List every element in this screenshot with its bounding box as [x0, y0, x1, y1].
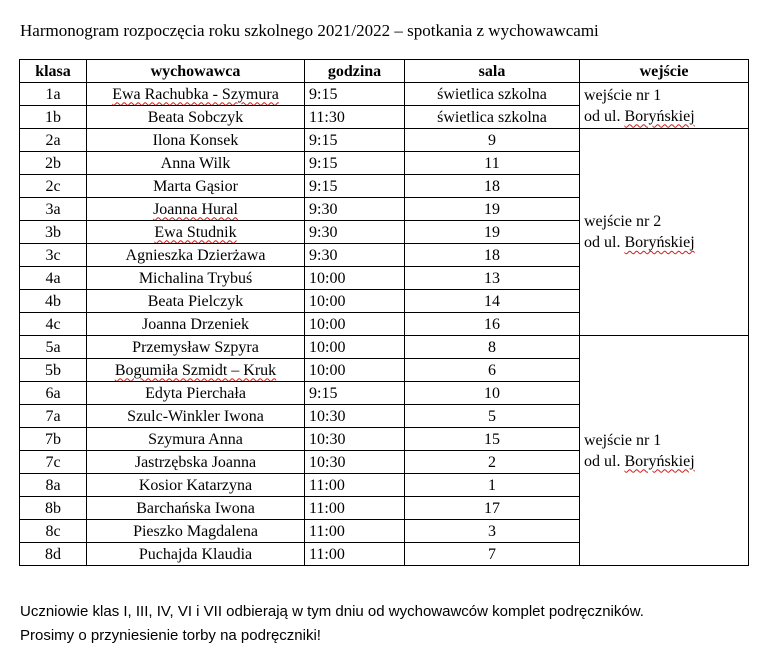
- entrance-cell: [580, 83, 749, 129]
- header-wychowawca: wychowawca: [87, 60, 305, 83]
- wychowawca-cell: Kosior Katarzyna: [87, 474, 305, 497]
- godzina-cell: 11:00: [305, 497, 405, 520]
- klasa-cell: 6a: [20, 382, 87, 405]
- sala-cell: 6: [405, 359, 580, 382]
- schedule-table: [19, 59, 749, 566]
- godzina-cell: 9:15: [305, 175, 405, 198]
- sala-cell: 9: [405, 129, 580, 152]
- header-godzina: godzina: [305, 60, 405, 83]
- wychowawca-cell: Anna Wilk: [87, 152, 305, 175]
- entrance-cell: [580, 336, 749, 566]
- godzina-cell: 10:00: [305, 336, 405, 359]
- klasa-cell: 5a: [20, 336, 87, 359]
- note-textbooks: Uczniowie klas I, III, IV, VI i VII odbierają w tym dniu od wychowawców komplet podręczników.: [20, 603, 644, 620]
- klasa-cell: 8d: [20, 543, 87, 566]
- godzina-cell: 9:15: [305, 83, 405, 106]
- wychowawca-cell: Joanna Drzeniek: [87, 313, 305, 336]
- sala-cell: 18: [405, 175, 580, 198]
- wychowawca-cell: Ilona Konsek: [87, 129, 305, 152]
- sala-cell: 18: [405, 244, 580, 267]
- godzina-cell: 11:00: [305, 520, 405, 543]
- entrance-number: wejście nr 1: [584, 431, 662, 449]
- klasa-cell: 3b: [20, 221, 87, 244]
- klasa-cell: 1a: [20, 83, 87, 106]
- klasa-cell: 1b: [20, 106, 87, 129]
- wychowawca-cell: Agnieszka Dzierżawa: [87, 244, 305, 267]
- entrance-street: [584, 106, 744, 127]
- wychowawca-cell: Przemysław Szpyra: [87, 336, 305, 359]
- godzina-cell: 9:15: [305, 152, 405, 175]
- sala-cell: 8: [405, 336, 580, 359]
- klasa-cell: 8b: [20, 497, 87, 520]
- klasa-cell: 2c: [20, 175, 87, 198]
- klasa-cell: 2b: [20, 152, 87, 175]
- klasa-cell: 8c: [20, 520, 87, 543]
- klasa-cell: 7c: [20, 451, 87, 474]
- wychowawca-name: Ewa Rachubka - Szymura: [112, 85, 279, 103]
- sala-cell: 10: [405, 382, 580, 405]
- sala-cell: świetlica szkolna: [405, 106, 580, 129]
- sala-cell: świetlica szkolna: [405, 83, 580, 106]
- godzina-cell: 10:30: [305, 451, 405, 474]
- wychowawca-cell: Beata Sobczyk: [87, 106, 305, 129]
- entrance-street: [584, 451, 744, 472]
- klasa-cell: 4b: [20, 290, 87, 313]
- wychowawca-cell: [87, 83, 305, 106]
- wychowawca-cell: [87, 359, 305, 382]
- sala-cell: 2: [405, 451, 580, 474]
- entrance-number: wejście nr 2: [584, 213, 662, 230]
- sala-cell: 16: [405, 313, 580, 336]
- entrance-street: [584, 232, 744, 253]
- godzina-cell: 9:30: [305, 198, 405, 221]
- sala-cell: 11: [405, 152, 580, 175]
- wychowawca-cell: Szymura Anna: [87, 428, 305, 451]
- wychowawca-cell: [87, 198, 305, 221]
- sala-cell: 7: [405, 543, 580, 566]
- wychowawca-name: Ewa Studnik: [154, 223, 237, 241]
- klasa-cell: 5b: [20, 359, 87, 382]
- table-header-row: [20, 60, 749, 83]
- wychowawca-cell: [87, 221, 305, 244]
- sala-cell: 5: [405, 405, 580, 428]
- godzina-cell: 11:00: [305, 543, 405, 566]
- sala-cell: 14: [405, 290, 580, 313]
- godzina-cell: 10:00: [305, 290, 405, 313]
- document-title: Harmonogram rozpoczęcia roku szkolnego 2021/2022 – spotkania z wychowawcami: [20, 21, 599, 40]
- godzina-cell: 9:30: [305, 244, 405, 267]
- godzina-cell: 11:00: [305, 474, 405, 497]
- sala-cell: 13: [405, 267, 580, 290]
- wychowawca-cell: Barchańska Iwona: [87, 497, 305, 520]
- wychowawca-cell: Puchajda Klaudia: [87, 543, 305, 566]
- sala-cell: 19: [405, 221, 580, 244]
- wychowawca-cell: Michalina Trybuś: [87, 267, 305, 290]
- wychowawca-cell: Szulc-Winkler Iwona: [87, 405, 305, 428]
- klasa-cell: 7a: [20, 405, 87, 428]
- wychowawca-cell: Marta Gąsior: [87, 175, 305, 198]
- sala-cell: 3: [405, 520, 580, 543]
- sala-cell: 17: [405, 497, 580, 520]
- entrance-street-prefix: od ul.: [584, 234, 625, 251]
- entrance-street-name: Boryńskiej: [624, 107, 695, 125]
- godzina-cell: 9:30: [305, 221, 405, 244]
- entrance-street-prefix: od ul.: [584, 107, 625, 125]
- table-row: [20, 129, 749, 152]
- wychowawca-name: Bogumiła Szmidt – Kruk: [114, 361, 277, 379]
- sala-cell: 15: [405, 428, 580, 451]
- wychowawca-cell: Jastrzębska Joanna: [87, 451, 305, 474]
- sala-cell: 1: [405, 474, 580, 497]
- header-sala: sala: [405, 60, 580, 83]
- entrance-street-name: Boryńskiej: [624, 234, 695, 251]
- klasa-cell: 8a: [20, 474, 87, 497]
- table-row: [20, 83, 749, 106]
- note-bag: Prosimy o przyniesienie torby na podręczniki!: [20, 627, 321, 644]
- entrance-street-name: Boryńskiej: [624, 452, 695, 470]
- table-row: [20, 336, 749, 359]
- wychowawca-cell: Pieszko Magdalena: [87, 520, 305, 543]
- klasa-cell: 4c: [20, 313, 87, 336]
- godzina-cell: 10:00: [305, 267, 405, 290]
- klasa-cell: 3c: [20, 244, 87, 267]
- wychowawca-cell: Edyta Pierchała: [87, 382, 305, 405]
- klasa-cell: 4a: [20, 267, 87, 290]
- schedule-body: [20, 83, 749, 566]
- godzina-cell: 10:00: [305, 359, 405, 382]
- header-wejscie: wejście: [580, 60, 749, 83]
- godzina-cell: 11:30: [305, 106, 405, 129]
- entrance-cell: [580, 129, 749, 336]
- entrance-number: wejście nr 1: [584, 86, 662, 104]
- godzina-cell: 10:30: [305, 405, 405, 428]
- godzina-cell: 10:00: [305, 313, 405, 336]
- sala-cell: 19: [405, 198, 580, 221]
- header-klasa: klasa: [20, 60, 87, 83]
- godzina-cell: 9:15: [305, 382, 405, 405]
- wychowawca-cell: Beata Pielczyk: [87, 290, 305, 313]
- godzina-cell: 10:30: [305, 428, 405, 451]
- klasa-cell: 2a: [20, 129, 87, 152]
- klasa-cell: 7b: [20, 428, 87, 451]
- klasa-cell: 3a: [20, 198, 87, 221]
- wychowawca-name: Joanna Hural: [153, 200, 238, 218]
- entrance-street-prefix: od ul.: [584, 452, 625, 470]
- godzina-cell: 9:15: [305, 129, 405, 152]
